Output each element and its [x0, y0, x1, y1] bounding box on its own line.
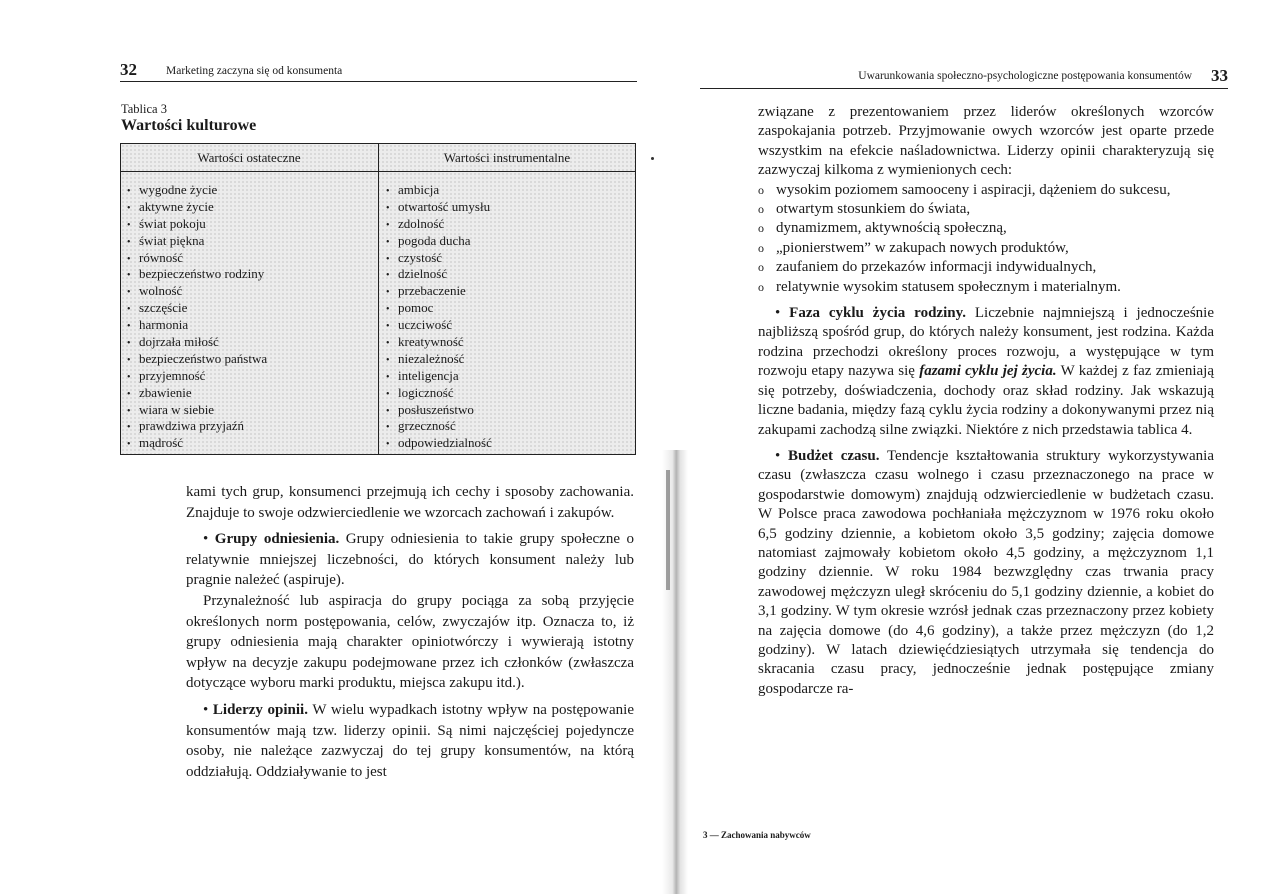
leader-trait-text: dynamizmem, aktywnością społeczną, — [776, 220, 1007, 237]
left-paragraph-1: kami tych grup, konsumenci przejmują ich cechy i sposoby zachowania. Znajduje to swoje odzwierciedlenie we wzorcach zachowań i zakupów. — [186, 484, 634, 521]
terminal-value-item — [127, 351, 372, 368]
terminal-value-item-label: bezpieczeństwo rodziny — [139, 266, 265, 282]
bullet-icon: • — [386, 422, 390, 434]
instrumental-value-item-label: pogoda ducha — [398, 232, 471, 248]
instrumental-value-item — [386, 199, 631, 216]
bullet-icon: • — [203, 531, 209, 548]
bullet-icon: • — [386, 304, 390, 316]
leader-trait-text: wysokim poziomem samooceny i aspiracji, dążeniem do sukcesu, — [776, 181, 1171, 198]
instrumental-value-item-label: czystość — [398, 249, 443, 265]
leader-trait-item — [758, 200, 1214, 219]
right-paragraph-1: związane z prezentowaniem przez liderów określonych wzorców zaspokajania potrzeb. Przyjmowanie owych wzorców jest oparte przede wszystkim na efekcie naśladownictwa. Liderzy opinii charakteryzują się zazwyczaj kilkoma z wymienionych cech: — [758, 104, 1214, 179]
column-divider — [378, 144, 379, 454]
instrumental-value-item — [386, 233, 631, 250]
instrumental-value-item — [386, 351, 631, 368]
bullet-icon: • — [386, 186, 390, 197]
terminal-value-item — [127, 283, 372, 300]
instrumental-value-item — [386, 300, 631, 317]
instrumental-value-item-label: pomoc — [398, 300, 434, 316]
left-running-head — [120, 60, 637, 82]
bullet-icon: • — [127, 388, 131, 400]
leader-trait-item — [758, 181, 1214, 200]
leader-traits-list — [758, 181, 1214, 297]
bullet-icon: • — [203, 701, 209, 718]
left-body-text — [186, 482, 634, 782]
terminal-value-item-label: aktywne życie — [139, 198, 214, 214]
leader-trait-text: otwartym stosunkiem do świata, — [776, 201, 971, 218]
instrumental-value-item — [386, 402, 631, 419]
time-budget-text: Tendencje kształtowania struktury wykorzystywania czasu (zwłaszcza czasu wolnego i czasu przeznaczonego na prace w gospodarstwie domowym) znajdują odzwierciedlenie w budżetach czasu. W Polsce praca zawodowa pochłaniała mężczyznom w 1976 roku około 6,5 godziny dziennie, a kobietom około 3,5 godziny; zajęcia domowe natomiast zajmowały kobietom około 4,5 godziny, a mężczyznom 1,1 godziny dziennie. W roku 1984 bezwzględny czas trwania pracy zawodowej mężczyzn uległ skróceniu do 5,1 godziny dziennie, a kobiet do 3,1 godziny. W tym okresie wzrósł jednak czas przeznaczony przez kobiety na zajęcia domowe (do 4,6 godziny), a także przez mężczyzn (do 1,2 godziny). W latach dziewięćdziesiątych utrzymała się tendencja do skracania czasu pracy, jednocześnie jednak postępujące zmiany gospodarcze ra- — [758, 447, 1214, 697]
terminal-value-item — [127, 266, 372, 283]
terminal-value-item — [127, 216, 372, 233]
bullet-icon: • — [386, 202, 390, 214]
instrumental-value-item — [386, 418, 631, 435]
opinion-leaders-paragraph — [186, 700, 634, 782]
leader-trait-text: „pionierstwem” w zakupach nowych produktów, — [776, 239, 1069, 256]
bullet-icon: • — [127, 405, 131, 417]
terminal-value-item — [127, 182, 372, 199]
right-running-title: Uwarunkowania społeczno-psychologiczne postępowania konsumentów — [858, 70, 1192, 82]
terminal-value-item-label: przyjemność — [139, 367, 206, 383]
instrumental-value-item-label: niezależność — [398, 350, 465, 366]
reference-groups-heading: Grupy odniesienia. — [214, 531, 340, 548]
leader-trait-item — [758, 278, 1214, 297]
instrumental-value-item-label: inteligencja — [398, 367, 459, 383]
bullet-icon: • — [127, 439, 131, 451]
bullet-icon: • — [386, 236, 390, 248]
bullet-icon: • — [127, 354, 131, 366]
instrumental-value-item-label: odpowiedzialność — [398, 435, 492, 451]
bullet-icon: • — [127, 321, 131, 333]
bullet-icon: • — [127, 371, 131, 383]
terminal-value-item — [127, 317, 372, 334]
terminal-value-item-label: wiara w siebie — [139, 401, 215, 417]
bullet-icon: • — [386, 371, 390, 383]
terminal-value-item-label: prawdziwa przyjaźń — [139, 418, 245, 434]
terminal-value-item — [127, 402, 372, 419]
bullet-icon: • — [386, 321, 390, 333]
instrumental-value-item-label: posłuszeństwo — [398, 401, 474, 417]
bullet-icon: • — [386, 270, 390, 282]
instrumental-value-item — [386, 250, 631, 267]
bullet-icon: • — [127, 236, 131, 248]
leader-trait-item — [758, 258, 1214, 277]
reference-groups-paragraph — [186, 529, 634, 591]
instrumental-value-item — [386, 182, 631, 199]
family-life-cycle-paragraph — [758, 304, 1214, 440]
bullet-icon: • — [127, 304, 131, 316]
instrumental-value-item-label: grzeczność — [398, 418, 456, 434]
terminal-value-item-label: bezpieczeństwo państwa — [139, 350, 268, 366]
bullet-icon: • — [127, 186, 131, 197]
instrumental-value-item — [386, 368, 631, 385]
instrumental-value-item-label: zdolność — [398, 215, 445, 231]
terminal-value-item — [127, 233, 372, 250]
right-body-text — [758, 103, 1214, 699]
terminal-value-item-label: świat pokoju — [139, 215, 206, 231]
instrumental-value-item — [386, 334, 631, 351]
instrumental-value-item-label: logiczność — [398, 384, 454, 400]
terminal-value-item — [127, 250, 372, 267]
instrumental-value-item-label: przebaczenie — [398, 283, 466, 299]
terminal-value-item-label: dojrzała miłość — [139, 334, 219, 350]
right-running-head — [700, 68, 1228, 89]
terminal-value-item-label: wygodne życie — [139, 182, 218, 197]
leader-trait-text: zaufaniem do przekazów informacji indywidualnych, — [776, 259, 1097, 276]
left-page-number: 32 — [120, 60, 137, 79]
instrumental-value-item — [386, 385, 631, 402]
terminal-value-item — [127, 435, 372, 452]
signature-footnote: 3 — Zachowania nabywców — [703, 830, 811, 840]
terminal-value-item-label: świat piękna — [139, 232, 205, 248]
bullet-icon: • — [127, 338, 131, 350]
terminal-value-item — [127, 334, 372, 351]
instrumental-value-item — [386, 216, 631, 233]
terminal-value-item — [127, 385, 372, 402]
terminal-value-item — [127, 199, 372, 216]
instrumental-value-item-label: uczciwość — [398, 317, 453, 333]
instrumental-value-item-label: ambicja — [398, 182, 440, 197]
leader-trait-item — [758, 239, 1214, 258]
circle-bullet-icon: o — [758, 240, 764, 255]
circle-bullet-icon: o — [758, 221, 764, 236]
family-text-a: Liczebnie najmniejszą i jednocześnie najbliższą spośród grup, do których należy konsument, jest rodzina. Każda rodzina przechodzi określony proces rozwoju, a występujące w tym rozwoju etapy nazywa się — [758, 305, 1214, 380]
bullet-icon: • — [127, 253, 131, 265]
family-life-cycle-heading: Faza cyklu życia rodziny. — [789, 305, 966, 322]
terminal-value-item — [127, 300, 372, 317]
time-budget-paragraph — [758, 447, 1214, 699]
terminal-value-item — [127, 368, 372, 385]
bullet-icon: • — [775, 305, 781, 322]
family-text-b: W każdej z faz zmieniają się potrzeby, doświadczenia, dochody oraz skład rodziny. Jak wskazują liczne badania, między fazą cyklu życia rodziny a dokonywanymi przez nią zakupami zachodzą silne związki. Niektóre z nich przedstawia tablica 4. — [758, 363, 1214, 438]
instrumental-value-item-label: kreatywność — [398, 334, 464, 350]
reference-groups-text: Grupy odniesienia to takie grupy społeczne o relatywnie mniejszej liczebności, do których konsument należy lub pragnie należeć (aspiruje). — [186, 531, 635, 589]
circle-bullet-icon: o — [758, 202, 764, 217]
left-paragraph-3: Przynależność lub aspiracja do grupy pociąga za sobą przyjęcie określonych norm postępowania, celów, zwyczajów itp. Oznacza to, iż grupy odniesienia mają charakter opiniotwórczy i wywierają istotny wpływ na decyzje zakupu podejmowane przez ich członków (zwłaszcza dotyczące wyboru marki produktu, miejsca zakupu itd.). — [186, 592, 634, 692]
circle-bullet-icon: o — [758, 182, 764, 197]
opinion-leaders-text: W wielu wypadkach istotny wpływ na postępowanie konsumentów mają tzw. liderzy opinii. Są nimi najczęściej pojedyncze osoby, nie należące zazwyczaj do tej grupy konsumentów, na którą oddziałują. Oddziaływanie to jest — [186, 701, 634, 780]
bullet-icon: • — [127, 270, 131, 282]
circle-bullet-icon: o — [758, 260, 764, 275]
bullet-icon: • — [775, 447, 781, 464]
right-page-number: 33 — [1211, 66, 1228, 85]
bullet-icon: • — [386, 354, 390, 366]
instrumental-value-item — [386, 283, 631, 300]
bullet-icon: • — [386, 253, 390, 265]
bullet-icon: • — [127, 219, 131, 231]
bullet-icon: • — [386, 338, 390, 350]
terminal-value-item-label: równość — [139, 249, 184, 265]
left-running-title: Marketing zaczyna się od konsumenta — [166, 65, 343, 77]
instrumental-values-list — [386, 182, 631, 452]
leader-trait-item — [758, 219, 1214, 238]
instrumental-value-item — [386, 435, 631, 452]
bullet-icon: • — [386, 388, 390, 400]
terminal-value-item-label: mądrość — [139, 435, 184, 451]
bullet-icon: • — [127, 422, 131, 434]
terminal-values-list — [127, 182, 372, 452]
bullet-icon: • — [386, 287, 390, 299]
bullet-icon: • — [127, 287, 131, 299]
bullet-icon: • — [386, 219, 390, 231]
table-caption: Tablica 3 — [121, 102, 167, 116]
table-title: Wartości kulturowe — [121, 117, 257, 134]
terminal-value-item-label: zbawienie — [139, 384, 192, 400]
family-italic-term: fazami cyklu jej życia. — [919, 363, 1057, 380]
terminal-value-item — [127, 418, 372, 435]
bullet-icon: • — [386, 439, 390, 451]
time-budget-heading: Budżet czasu. — [788, 447, 880, 464]
instrumental-value-item — [386, 317, 631, 334]
header-terminal-values: Wartości ostateczne — [197, 150, 301, 165]
bullet-icon: • — [386, 405, 390, 417]
circle-bullet-icon: o — [758, 279, 764, 294]
cultural-values-table — [120, 143, 636, 455]
terminal-value-item-label: szczęście — [139, 300, 188, 316]
terminal-value-item-label: harmonia — [139, 317, 189, 333]
bullet-icon: • — [127, 202, 131, 214]
header-instrumental-values: Wartości instrumentalne — [443, 150, 571, 165]
opinion-leaders-heading: Liderzy opinii. — [212, 701, 308, 718]
leader-trait-text: relatywnie wysokim statusem społecznym i materialnym. — [776, 278, 1121, 295]
terminal-value-item-label: wolność — [139, 283, 183, 299]
instrumental-value-item-label: dzielność — [398, 266, 448, 282]
instrumental-value-item-label: otwartość umysłu — [398, 198, 491, 214]
instrumental-value-item — [386, 266, 631, 283]
